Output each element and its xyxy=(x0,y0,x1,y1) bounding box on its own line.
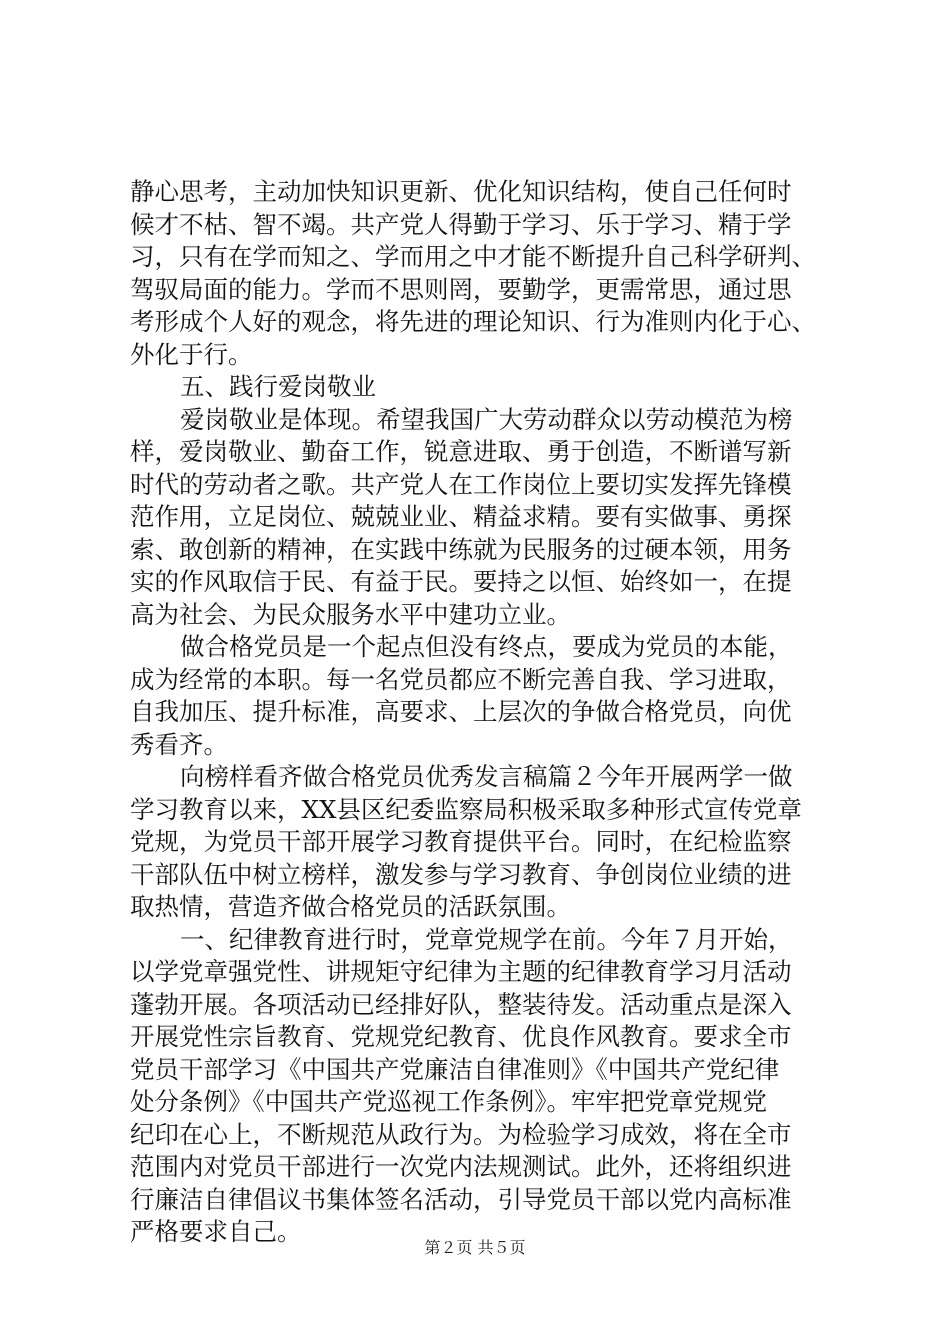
page-footer: 第２页 共５页 xyxy=(424,1238,526,1257)
document-body xyxy=(130,176,850,1249)
text-line: 样，爱岗敬业、勤奋工作，锐意进取、勇于创造，不断谱写新 xyxy=(130,437,792,466)
text-line: 行廉洁自律倡议书集体签名活动，引导党员干部以党内高标准 xyxy=(130,1184,792,1214)
text-line: 外化于行。 xyxy=(130,339,253,369)
text-line: 自我加压、提升标准，高要求、上层次的争做合格党员，向优 xyxy=(130,697,792,726)
text-line: 成为经常的本职。每一名党员都应不断完善自我、学习进取， xyxy=(130,664,792,694)
text-line: 习，只有在学而知之、学而用之中才能不断提升自己科学研判、 xyxy=(130,242,816,271)
text-line: 秀看齐。 xyxy=(130,729,228,759)
text-line: 考形成个人好的观念，将先进的理论知识、行为准则内化于心、 xyxy=(130,307,816,336)
text-line: 实的作风取信于民、有益于民。要持之以恒、始终如一，在提 xyxy=(130,567,792,596)
text-line: 干部队伍中树立榜样，激发参与学习教育、争创岗位业绩的进 xyxy=(130,859,792,889)
text-line: 纪印在心上，不断规范从政行为。为检验学习成效，将在全市 xyxy=(130,1119,792,1149)
text-line: 范作用，立足岗位、兢兢业业、精益求精。要有实做事、勇探 xyxy=(130,502,792,531)
text-line: 开展党性宗旨教育、党规党纪教育、优良作风教育。要求全市 xyxy=(130,1022,792,1051)
text-line: 蓬勃开展。各项活动已经排好队，整装待发。活动重点是深入 xyxy=(130,989,792,1019)
text-line: 处分条例》《中国共产党巡视工作条例》。牢牢把党章党规党 xyxy=(130,1087,767,1116)
text-line: 候才不枯、智不竭。共产党人得勤于学习、乐于学习、精于学 xyxy=(130,209,792,239)
text-line: 党规，为党员干部开展学习教育提供平台。同时，在纪检监察 xyxy=(130,827,792,856)
text-line: 范围内对党员干部进行一次党内法规测试。此外，还将组织进 xyxy=(130,1152,792,1181)
text-line: 严格要求自己。 xyxy=(130,1217,302,1246)
text-line: 学习教育以来，XX县区纪委监察局积极采取多种形式宣传党章 xyxy=(130,794,802,824)
text-line: 党员干部学习《中国共产党廉洁自律准则》《中国共产党纪律 xyxy=(130,1054,780,1084)
text-line: 一、纪律教育进行时，党章党规学在前。今年７月开始， xyxy=(180,924,793,954)
text-line: 向榜样看齐做合格党员优秀发言稿篇２今年开展两学一做 xyxy=(180,762,793,791)
text-line: 高为社会、为民众服务水平中建功立业。 xyxy=(130,599,571,629)
text-line: 索、敢创新的精神，在实践中练就为民服务的过硬本领，用务 xyxy=(130,534,792,564)
text-line: 驾驭局面的能力。学而不思则罔，要勤学，更需常思，通过思 xyxy=(130,274,792,304)
text-line: 静心思考，主动加快知识更新、优化知识结构，使自己任何时 xyxy=(130,177,792,206)
text-line: 时代的劳动者之歌。共产党人在工作岗位上要切实发挥先锋模 xyxy=(130,469,792,499)
text-line: 取热情，营造齐做合格党员的活跃氛围。 xyxy=(130,892,571,921)
text-line: 五、践行爱岗敬业 xyxy=(180,372,376,401)
text-line: 做合格党员是一个起点但没有终点，要成为党员的本能， xyxy=(180,632,793,661)
text-line: 以学党章强党性、讲规矩守纪律为主题的纪律教育学习月活动 xyxy=(130,957,792,986)
text-line: 爱岗敬业是体现。希望我国广大劳动群众以劳动模范为榜 xyxy=(180,404,793,434)
